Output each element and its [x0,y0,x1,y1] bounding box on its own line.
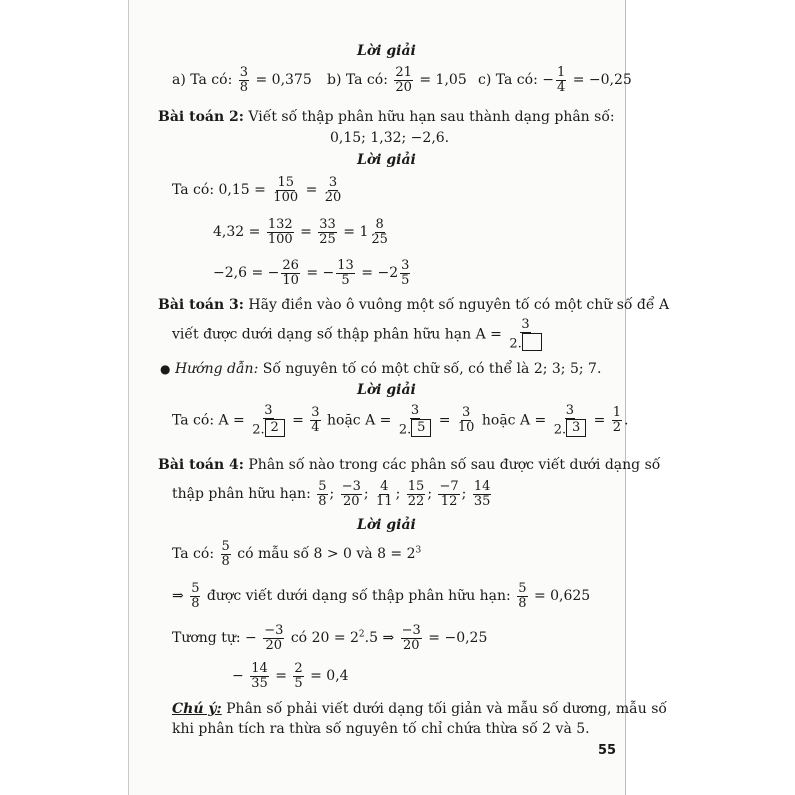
problem-4-text: Phân số nào trong các phân số sau được viết dưới dạng số [248,457,661,473]
denominator: 20 [402,637,420,653]
numerator: 3 [239,65,249,80]
answer-b-result: = 1,05 [419,72,467,89]
numerator: 3 [311,405,320,421]
fraction [263,624,284,652]
fraction [250,662,269,690]
problem-2-label: Bài toán 2: [158,109,244,125]
denominator: 35 [251,675,268,691]
answer-row-1 [172,66,312,94]
numerator: −7 [439,479,459,494]
fraction [318,218,337,246]
exponent: 2 [358,629,365,640]
text: 4,32 = [213,224,261,241]
p4-line-4 [232,662,349,690]
minus-sign: − [542,72,554,89]
fraction [517,582,527,610]
numerator: 15 [277,175,294,190]
equals: = [292,412,304,429]
denominator: 5 [341,272,350,288]
denominator: 35 [473,493,491,509]
answer-row-1b [327,66,467,94]
fraction [400,259,410,287]
p4-line-2 [172,582,590,610]
problem-3-label: Bài toán 3: [158,297,244,313]
denominator: 8 [318,493,327,509]
denominator: 25 [319,231,336,247]
numerator: 3 [401,258,410,273]
note-label: Chú ý: [172,701,222,717]
text: được viết dưới dạng số thập phân hữu hạn: [206,588,511,605]
text: − [232,668,244,685]
equals: = [305,182,318,199]
denominator: 12 [440,493,458,509]
equals: = [438,412,451,429]
numerator: 5 [318,479,327,494]
solution-heading-3: Lời giải [357,382,416,398]
text: hoặc A = [481,412,547,429]
separator: ; [427,486,433,503]
numerator: 3 [521,317,530,332]
problem-4-text-2: thập phân hữu hạn: [172,486,311,503]
solution-heading-2: Lời giải [357,152,416,168]
numerator: 132 [267,217,293,232]
answer-c-result: = −0,25 [572,72,632,89]
fraction [398,404,432,437]
text: hoặc A = [327,412,392,429]
page-number: 55 [598,743,617,758]
numerator: −3 [264,623,284,638]
denominator: 8 [191,595,200,611]
problem-3-text: Hãy điền vào ô vuông một số nguyên tố có một chữ số để A [248,297,670,313]
denominator: 5 [294,675,303,691]
denominator: 8 [221,553,230,569]
problem-4-statement [158,458,660,472]
filled-box: 2 [265,419,285,437]
fraction [221,540,231,568]
bullet-icon: ● [160,362,171,376]
period: . [624,412,629,429]
hint-label: Hướng dẫn: [174,361,259,377]
denominator: 8 [239,79,249,95]
fraction [272,176,299,204]
equals: = [593,412,606,429]
problem-4-label: Bài toán 4: [158,457,244,473]
fraction [267,218,294,246]
fraction [438,480,459,508]
denominator: 11 [376,493,393,509]
text: = − [306,265,335,282]
denominator: 20 [395,79,412,95]
denominator [398,419,432,437]
numerator: 14 [473,479,491,494]
numerator: 21 [395,65,412,80]
implies-arrow: ⇒ [172,588,184,605]
fraction [407,480,426,508]
numerator: 1 [612,405,622,421]
equals: = [300,224,312,241]
denominator: 4 [311,419,320,435]
numerator: 5 [191,581,200,596]
denominator: 10 [282,272,299,288]
fraction [190,582,200,610]
denominator [553,419,587,437]
numerator: 8 [375,217,384,232]
denominator: 10 [457,419,475,435]
numerator: 13 [337,258,354,273]
numerator: 3 [410,403,420,418]
separator: ; [329,486,335,503]
p2-line-3 [213,259,412,287]
fraction [341,480,362,508]
denominator: 4 [556,79,566,95]
fraction [317,480,327,508]
separator: ; [395,486,401,503]
numerator: 2 [294,661,303,676]
denominator: 100 [267,231,293,247]
note-text: Phân số phải viết dưới dạng tối giản và mẫu số dương, mẫu số [226,701,667,717]
text: Ta có: A = [172,412,245,429]
answer-a-label: a) Ta có: [172,72,233,89]
problem-2-numbers: 0,15; 1,32; −2,6. [330,130,450,146]
answer-c-label: c) Ta có: [478,72,538,89]
problem-2-statement [158,110,615,124]
numerator: −3 [341,479,361,494]
numerator: 26 [282,258,299,273]
p2-line-2 [213,218,391,246]
denominator [508,333,542,351]
text: Tương tự: − [172,630,257,647]
fraction [457,406,476,434]
note-line-1 [172,702,667,716]
numerator: 4 [380,479,389,494]
numerator: 5 [221,539,230,554]
numerator: 15 [407,479,425,494]
fraction [324,176,343,204]
den-prefix: 2. [398,422,412,437]
denominator [251,419,285,437]
denominator: 20 [324,189,342,205]
text: Ta có: 0,15 = [172,182,266,199]
denominator: 25 [371,231,388,247]
problem-4-line-2 [172,480,493,508]
problem-3-text-2: viết được dưới dạng số thập phân hữu hạn A = [172,326,502,343]
p3-solution [172,404,629,437]
numerator: 14 [251,661,268,676]
numerator: 3 [328,175,338,190]
fraction [612,406,622,434]
p2-line-1 [172,176,344,204]
exponent: 3 [415,545,422,556]
blank-box [522,333,542,351]
mixed-whole: = −2 [361,265,399,282]
fraction [394,66,413,94]
numerator: 1 [556,65,566,80]
text: có mẫu số 8 > 0 và 8 = 2 [237,546,416,563]
numerator: 33 [319,217,336,232]
fraction [281,259,300,287]
problem-3-statement [158,298,669,312]
text: = 0,4 [310,668,349,685]
fraction [375,480,394,508]
filled-box: 3 [566,419,586,437]
numerator: 5 [518,581,527,596]
numerator: 3 [264,403,273,418]
fraction [370,218,389,246]
fraction [251,404,285,437]
numerator: 3 [565,403,575,418]
text: .5 ⇒ [364,630,395,647]
numerator: −3 [401,623,421,638]
denominator: 20 [265,637,283,653]
denominator: 5 [401,272,410,288]
den-prefix: 2. [553,422,567,437]
fraction [401,624,422,652]
fraction [553,404,587,437]
answer-b-label: b) Ta có: [327,72,388,89]
answer-row-1c [478,66,632,94]
fraction [473,480,492,508]
text: = −0,25 [428,630,488,647]
text: Ta có: [172,546,215,563]
hint-text: Số nguyên tố có một chữ số, có thể là 2; 3; 5; 7. [262,361,602,377]
denominator: 8 [518,595,527,611]
text: −2,6 = − [213,265,280,282]
note-text-2: khi phân tích ra thừa số nguyên tố chỉ chứa thừa số 2 và 5. [172,721,590,737]
separator: ; [363,486,369,503]
p4-line-1 [172,540,421,568]
fraction [293,662,303,690]
filled-box: 5 [411,419,431,437]
problem-2-text: Viết số thập phân hữu hạn sau thành dạng phân số: [248,109,615,125]
fraction [310,406,320,434]
p4-line-3 [172,624,487,652]
fraction [336,259,355,287]
fraction [239,66,249,94]
hint-line [160,362,601,376]
separator: ; [461,486,467,503]
answer-a-result: = 0,375 [255,72,312,89]
den-prefix: 2. [509,336,522,351]
numerator: 3 [462,405,471,421]
denominator: 100 [273,189,299,205]
mixed-whole: = 1 [343,224,369,241]
text: = 0,625 [533,588,591,605]
text: có 20 = 2 [290,630,359,647]
problem-3-line-2 [172,318,545,351]
denominator: 2 [612,419,622,435]
denominator: 20 [343,493,360,509]
fraction [556,66,566,94]
equals: = [275,668,287,685]
solution-heading-4: Lời giải [357,517,416,533]
den-prefix: 2. [252,422,265,437]
denominator: 22 [407,493,425,509]
fraction [508,318,542,351]
solution-heading-1: Lời giải [357,43,416,59]
